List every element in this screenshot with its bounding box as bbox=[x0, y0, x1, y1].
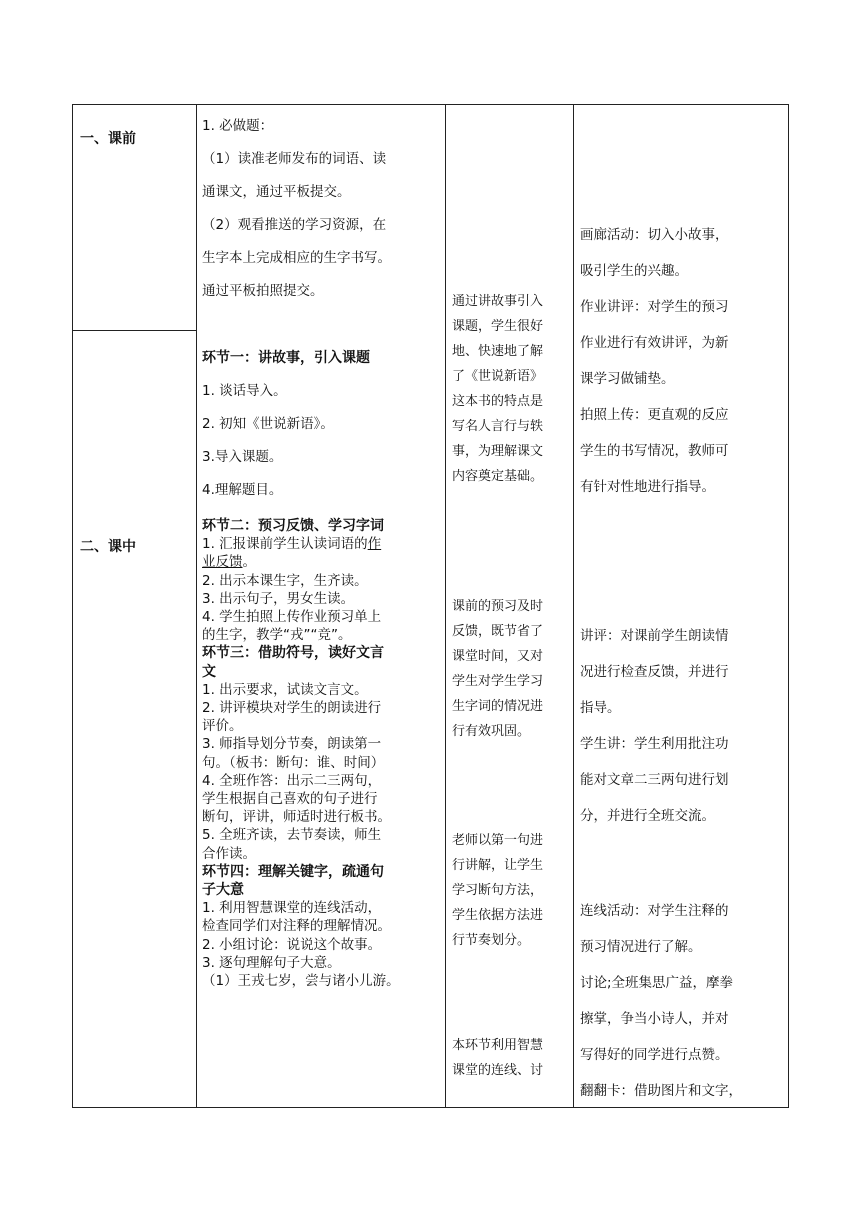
step-title: 环节一：讲故事，引入课题 bbox=[202, 350, 370, 366]
step-line: 1. 利用智慧课堂的连线活动， bbox=[202, 900, 382, 917]
tech-use-2: 讲评：对课前学生朗读情 况进行检查反馈，并进行 指导。 学生讲：学生利用批注功 能对文章二三两句进行划 分，并进行全班交流。 bbox=[580, 628, 729, 824]
column-divider bbox=[196, 104, 197, 1108]
task-line: （1）读准老师发布的词语、读 bbox=[202, 151, 387, 167]
step-line: 2. 小组讨论：说说这个故事。 bbox=[202, 936, 382, 953]
tech-use-1: 画廊活动：切入小故事， 吸引学生的兴趣。 作业讲评：对学生的预习 作业进行有效讲评，为新 课学习做铺垫。 拍照上传：更直观的反应 学生的书写情况，教师可 有针对性地进行指导。 bbox=[580, 227, 729, 495]
step-line: 5. 全班齐读，去节奏读，师生 bbox=[202, 827, 382, 844]
step-line: （1）王戎七岁，尝与诸小儿游。 bbox=[202, 973, 400, 990]
step-line: 断句，评讲，师适时进行板书。 bbox=[202, 809, 391, 826]
step-line: 评价。 bbox=[202, 718, 243, 735]
task-line: 通课文，通过平板提交。 bbox=[202, 184, 351, 200]
step-line: 业反馈。 bbox=[202, 554, 256, 571]
step-line: 1. 谈话导入。 bbox=[202, 383, 287, 399]
step-line: 2. 讲评模块对学生的朗读进行 bbox=[202, 700, 382, 717]
step-title: 子大意 bbox=[202, 882, 244, 899]
step-line: 3.导入课题。 bbox=[202, 449, 283, 465]
step-line: 2. 出示本课生字，生齐读。 bbox=[202, 572, 368, 589]
step-line: 4.理解题目。 bbox=[202, 482, 283, 498]
row-divider bbox=[72, 330, 196, 331]
task-line: （2）观看推送的学习资源，在 bbox=[202, 217, 387, 233]
design-intent-3: 老师以第一句进 行讲解，让学生 学习断句方法， 学生依据方法进 行节奏划分。 bbox=[452, 833, 544, 948]
design-intent-4: 本环节利用智慧 课堂的连线、讨 bbox=[452, 1038, 544, 1078]
stage-before-class: 一、课前 bbox=[80, 131, 136, 147]
design-intent-1: 通过讲故事引入 课题，学生很好 地、快速地了解 了《世说新语》 这本书的特点是 写名人言行与轶 事，为理解课文 内容奠定基础。 bbox=[452, 294, 544, 484]
task-line: 生字本上完成相应的生字书写。 bbox=[202, 250, 391, 266]
step-line: 2. 初知《世说新语》。 bbox=[202, 416, 334, 432]
column-divider bbox=[573, 104, 574, 1108]
step-line: 的生字，教学“戎”“竞”。 bbox=[202, 627, 352, 644]
step-title: 环节二：预习反馈、学习字词 bbox=[202, 518, 384, 534]
step-line: 4. 全班作答：出示二三两句， bbox=[202, 772, 382, 789]
preclass-tasks bbox=[202, 110, 440, 308]
task-line: 通过平板拍照提交。 bbox=[202, 283, 324, 299]
step-title: 环节三：借助符号，读好文言 bbox=[202, 645, 384, 662]
step-line: 学生根据自己喜欢的句子进行 bbox=[202, 791, 378, 808]
step-line: 3. 出示句子，男女生读。 bbox=[202, 590, 355, 607]
stage-in-class: 二、课中 bbox=[80, 539, 136, 555]
step-line: 1. 出示要求，试读文言文。 bbox=[202, 681, 368, 698]
step-line: 4. 学生拍照上传作业预习单上 bbox=[202, 609, 382, 626]
tech-use-3: 连线活动：对学生注释的 预习情况进行了解。 讨论;全班集思广益，摩拳 擦掌，争当小诗人，并对 写得好的同学进行点赞。 翻翻卡：借助图片和文字， bbox=[580, 903, 742, 1099]
step-line: 检查同学们对注释的理解情况。 bbox=[202, 918, 391, 935]
step-line: 1. 汇报课前学生认读词语的作 bbox=[202, 536, 382, 553]
step-line: 3. 逐句理解句子大意。 bbox=[202, 954, 341, 971]
step-line: 合作读。 bbox=[202, 845, 256, 862]
step-line: 3. 师指导划分节奏，朗读第一 bbox=[202, 736, 382, 753]
step-title: 环节四：理解关键字，疏通句 bbox=[202, 863, 384, 880]
column-divider bbox=[445, 104, 446, 1108]
steps-two-to-four bbox=[202, 517, 440, 990]
step-line: 句。（板书：断句：谁、时间） bbox=[202, 754, 385, 771]
task-line: 1. 必做题： bbox=[202, 118, 274, 134]
step-one bbox=[202, 342, 440, 507]
design-intent-2: 课前的预习及时 反馈，既节省了 课堂时间，又对 学生对学生学习 生字词的情况进 行有效巩固。 bbox=[452, 599, 544, 739]
step-title: 文 bbox=[202, 663, 216, 680]
